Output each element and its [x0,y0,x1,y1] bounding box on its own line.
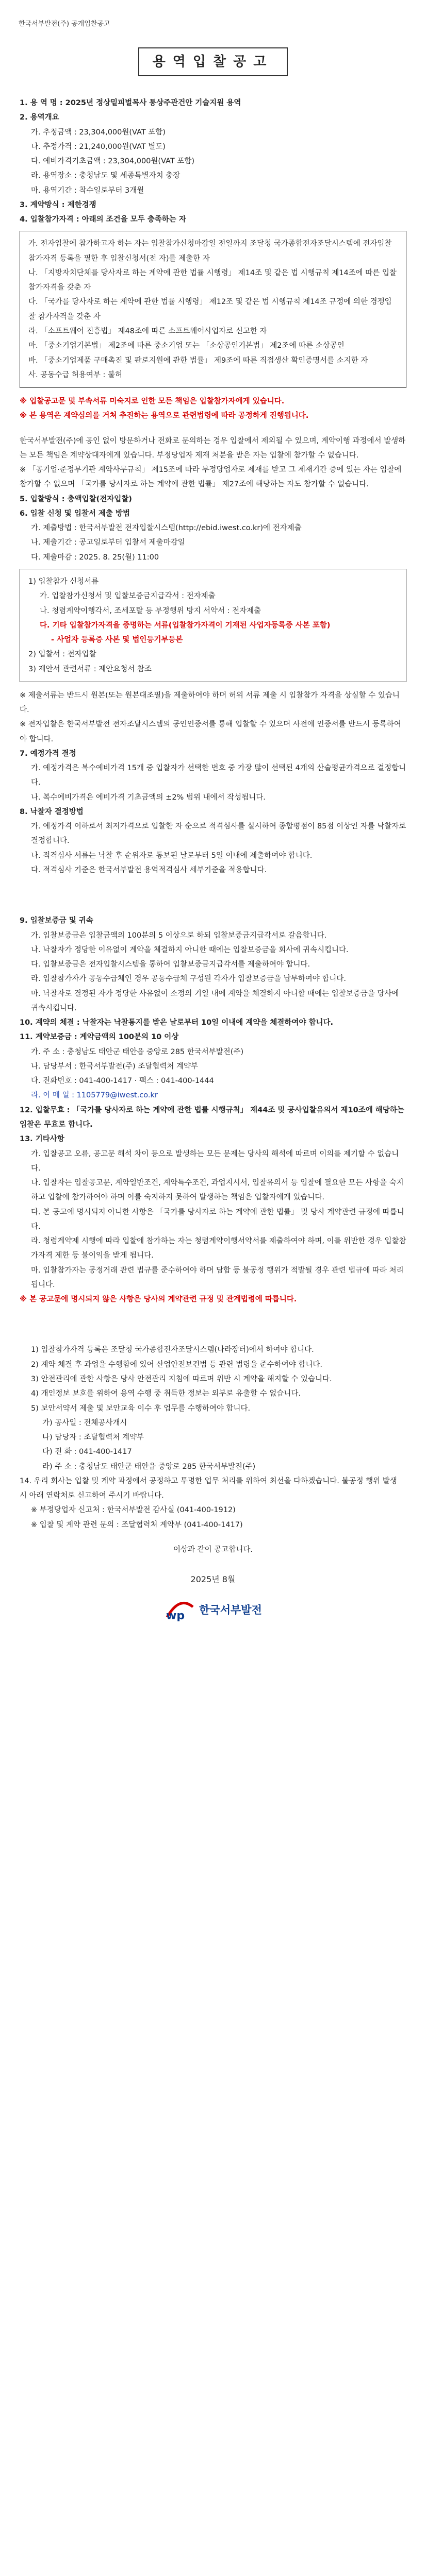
company-logo [20,1599,406,1621]
paragraph: ※ 「공기업·준정부기관 계약사무규칙」 제15조에 따라 부정당업자로 제재를 받고 그 제재기간 중에 있는 자는 입찰에 참가할 수 없으며 「국가를 당사자로 하는 계약에 관한 법률」 제27조에 해당하는 자도 참가할 수 없습니다. [20,466,402,489]
company-name: 한국서부발전 [199,1603,262,1616]
eligibility-item: 마. 「중소기업기본법」 제2조에 따른 중소기업 또는 「소상공인기본법」 제2조에 따른 소상공인 [28,342,345,350]
section-3: 3. 계약방식 : 제한경쟁 [20,200,96,209]
eligibility-item: 바. 「중소기업제품 구매촉진 및 판로지원에 관한 법률」 제9조에 따른 직접생산 확인증명서를 소지한 자 [28,356,368,365]
notice-date: 2025년 8월 [190,1574,236,1585]
doc-item-highlight: 다. 기타 입찰참가자격을 증명하는 서류(입찰참가자격이 기재된 사업자등록증 사본 포함) [40,621,331,630]
eligibility-item: 라. 「소프트웨어 진흥법」 제48조에 따른 소프트웨어사업자로 신고한 자 [28,327,267,335]
section-4: 4. 입찰참가자격 : 아래의 조건을 모두 충족하는 자 [20,215,186,224]
s8-item: 가. 예정가격 이하로서 최저가격으로 입찰한 자 순으로 적격심사를 실시하여 종합평점이 85점 이상인 자를 낙찰자로 결정합니다. [31,822,406,845]
s6-item: 다. 제출마감 : 2025. 8. 25(월) 11:00 [31,553,159,562]
paragraph: ※ 제출서류는 반드시 원본(또는 원본대조필)을 제출하여야 하며 허위 서류 제출 시 입찰참가 자격을 상실할 수 있습니다. [20,691,400,715]
section-7: 7. 예정가격 결정 [20,749,76,758]
page-title: 용역입찰공고 [138,47,288,76]
contact-address: 가. 주 소 : 충청남도 태안군 태안읍 중앙로 285 한국서부발전(주) [31,1047,244,1056]
eligibility-item: 가. 전자입찰에 참가하고자 하는 자는 입찰참가신청마감일 전일까지 조달청 국가종합전자조달시스템에 전자입찰 참가자격 등록을 필한 후 입찰신청서(전 자)를 제출한 자 [28,240,392,263]
s2-item: 마. 용역기간 : 착수일로부터 3개월 [31,186,144,195]
s13-item: 가. 입찰공고 오류, 공고문 해석 차이 등으로 발생하는 모든 문제는 당사의 해석에 따르며 이의를 제기할 수 없습니다. [31,1149,399,1173]
warning-note: ※ 본 용역은 계약심의를 거쳐 추진하는 용역으로 관련법령에 따라 공정하게 진행됩니다. [20,412,309,420]
s2-item: 라. 용역장소 : 충청남도 및 세종특별자치 충장 [31,172,181,180]
section-14: 14. 우리 회사는 입찰 및 계약 과정에서 공정하고 투명한 업무 처리를 위하여 최선을 다하겠습니다. 불공정 행위 발생 시 아래 연락처로 신고하여 주시기 바랍니다. [20,1477,397,1500]
s13-item: 나. 입찰자는 입찰공고문, 계약일반조건, 계약특수조건, 과업지시서, 입찰유의서 등 입찰에 필요한 모든 사항을 숙지하고 입찰에 참가하여야 하며 이를 숙지하지 못하여 발생하는 책임은 입찰자에게 있습니다. [31,1179,404,1202]
doc-item: 2) 입찰서 : 전자입찰 [28,650,96,659]
section-10: 10. 계약의 체결 : 낙찰자는 낙찰통지를 받은 날로부터 10일 이내에 계약을 체결하여야 합니다. [20,1019,333,1027]
s8-item: 다. 적격심사 기준은 한국서부발전 용역적격심사 세부기준을 적용합니다. [31,866,267,875]
report-contact: ※ 부정당업자 신고처 : 한국서부발전 감사실 (041-400-1912) [31,1506,236,1515]
s2-item: 다. 예비가격기초금액 : 23,304,000원(VAT 포함) [31,157,194,166]
paragraph: 한국서부발전(주)에 공인 없이 방문하거나 전화로 문의하는 경우 입찰에서 제외될 수 있으며, 계약이행 과정에서 발생하는 모든 책임은 계약상대자에게 있습니다. 부정당업자 제재 처분을 받은 자는 입찰에 참가할 수 없습니다. [20,436,406,460]
s7-item: 나. 복수예비가격은 예비가격 기초금액의 ±2% 범위 내에서 작성됩니다. [31,793,266,802]
section-9: 9. 입찰보증금 및 귀속 [20,917,93,925]
s14-item: 5) 보안서약서 제출 및 보안교육 이수 후 업무를 수행하여야 합니다. [31,1404,251,1413]
s14-sub: 가) 공사일 : 전체공사개시 [42,1418,127,1427]
section-1: 1. 용 역 명 : 2025년 정상밑피벌목사 통상주관건안 기술지원 용역 [20,99,241,107]
s9-item: 마. 낙찰자로 결정된 자가 정당한 사유없이 소정의 기일 내에 계약을 체결하지 아니할 때에는 입찰보증금을 당사에 귀속시킵니다. [31,989,399,1012]
s6-item: 나. 제출기간 : 공고일로부터 입찰서 제출마감일 [31,538,185,547]
doc-item-highlight: - 사업자 등록증 사본 및 법인등기부등본 [51,636,183,645]
contact-dept: 나. 담당부서 : 한국서부발전(주) 조달협력처 계약부 [31,1062,198,1071]
section-11: 11. 계약보증금 : 계약금액의 100분의 10 이상 [20,1033,179,1042]
paragraph: ※ 전자입찰은 한국서부발전 전자조달시스템의 공인인증서를 통해 입찰할 수 있으며 사전에 인증서를 반드시 등록하여야 합니다. [20,720,401,743]
s9-item: 라. 입찰참가자가 공동수급체인 경우 공동수급체 구성원 각자가 입찰보증금을 납부하여야 합니다. [31,975,346,984]
s14-item: 3) 안전관리에 관한 사항은 당사 안전관리 지침에 따르며 위반 시 계약을 해지할 수 있습니다. [31,1375,332,1383]
s9-item: 다. 입찰보증금은 전자입찰시스템을 통하여 입찰보증금지급각서를 제출하여야 합니다. [31,960,310,969]
header-note: 한국서부발전(주) 공개입찰공고 [19,20,110,28]
doc-item: 1) 입찰참가 신청서류 [28,577,99,586]
section-13: 13. 기타사항 [20,1135,64,1144]
section-2: 2. 용역개요 [20,113,59,122]
s9-item: 가. 입찰보증금은 입찰금액의 100분의 5 이상으로 하되 입찰보증금지급각서로 갈음합니다. [31,931,327,940]
eligibility-item: 나. 「지방자치단체를 당사자로 하는 계약에 관한 법률 시행령」 제14조 및 같은 법 시행규칙 제14조에 따른 입찰참가자격을 갖춘 자 [28,268,397,292]
warning-note: ※ 입찰공고문 및 부속서류 미숙지로 인한 모든 책임은 입찰참가자에게 있습니다. [20,397,285,406]
s14-sub: 다) 전 화 : 041-400-1417 [42,1448,132,1456]
documents-box [20,569,406,682]
section-6: 6. 입찰 신청 및 입찰서 제출 방법 [20,509,130,518]
s2-item: 가. 추정금액 : 23,304,000원(VAT 포함) [31,128,166,137]
doc-item: 가. 입찰참가신청서 및 입찰보증금지급각서 : 전자제출 [40,592,216,601]
s13-item: 마. 입찰참가자는 공정거래 관련 법규를 준수하여야 하며 담합 등 불공정 행위가 적발될 경우 관련 법규에 따라 처리됩니다. [31,1266,404,1289]
s13-item: 라. 청렴계약제 시행에 따라 입찰에 참가하는 자는 청렴계약이행서약서를 제출하여야 하며, 이를 위반한 경우 입찰참가자격 제한 등 불이익을 받게 됩니다. [31,1237,406,1260]
doc-item: 3) 제안서 관련서류 : 제안요청서 참조 [28,665,152,673]
s9-item: 나. 낙찰자가 정당한 이유없이 계약을 체결하지 아니한 때에는 입찰보증금을 회사에 귀속시킵니다. [31,945,349,954]
eligibility-box [20,231,406,388]
svg-text:wp: wp [166,1609,185,1622]
s14-item: 2) 계약 체결 후 과업을 수행함에 있어 산업안전보건법 등 관련 법령을 준수하여야 합니다. [31,1360,323,1369]
doc-item: 나. 청렴계약이행각서, 조세포탈 등 부정행위 방지 서약서 : 전자제출 [40,606,261,615]
eligibility-item: 사. 공동수급 허용여부 : 불허 [28,370,123,379]
s8-item: 나. 적격심사 서류는 낙찰 후 순위자로 통보된 날로부터 5일 이내에 제출하여야 합니다. [31,851,313,860]
s14-item: 1) 입찰참가자격 등록은 조달청 국가종합전자조달시스템(나라장터)에서 하여야 합니다. [31,1346,314,1354]
s7-item: 가. 예정가격은 복수예비가격 15개 중 입찰자가 선택한 번호 중 가장 많이 선택된 4개의 산술평균가격으로 결정합니다. [31,764,406,787]
section-5: 5. 입찰방식 : 총액입찰(전자입찰) [20,495,132,503]
contact-email: 라. 이 메 일 : 1105779@iwest.co.kr [31,1091,158,1100]
s6-item: 가. 제출방법 : 한국서부발전 전자입찰시스템(http://ebid.iwest.co.kr)에 전자제출 [31,524,302,533]
s14-item: 4) 개인정보 보호를 위하여 용역 수행 중 취득한 정보는 외부로 유출할 수 없습니다. [31,1389,301,1398]
s14-sub: 라) 주 소 : 충청남도 태안군 태안읍 중앙로 285 한국서부발전(주) [42,1462,256,1471]
closing-text: 이상과 같이 공고합니다. [173,1545,253,1554]
s13-item: 다. 본 공고에 명시되지 아니한 사항은 「국가를 당사자로 하는 계약에 관한 법률」 및 당사 계약관련 규정에 따릅니다. [31,1208,404,1231]
kowepo-logo-icon [164,1599,195,1621]
section-12: 12. 입찰무효 : 「국가를 당사자로 하는 계약에 관한 법률 시행규칙」 제44조 및 공사입찰유의서 제10조에 해당하는 입찰은 무효로 합니다. [20,1106,404,1129]
notice-body [20,96,406,1621]
warning-note: ※ 본 공고문에 명시되지 않은 사항은 당사의 계약관련 규정 및 관계법령에 따릅니다. [20,1295,297,1304]
section-8: 8. 낙찰자 결정방법 [20,807,84,816]
report-contact: ※ 입찰 및 계약 관련 문의 : 조달협력처 계약부 (041-400-1417) [31,1520,243,1529]
contact-phone: 다. 전화번호 : 041-400-1417 · 팩스 : 041-400-1444 [31,1077,214,1086]
eligibility-item: 다. 「국가를 당사자로 하는 계약에 관한 법률 시행령」 제12조 및 같은 법 시행규칙 제14조 규정에 의한 경쟁입찰 참가자격을 갖춘 자 [28,298,392,321]
s14-sub: 나) 담당자 : 조달협력처 계약부 [42,1433,144,1442]
s2-item: 나. 추정가격 : 21,240,000원(VAT 별도) [31,142,166,151]
